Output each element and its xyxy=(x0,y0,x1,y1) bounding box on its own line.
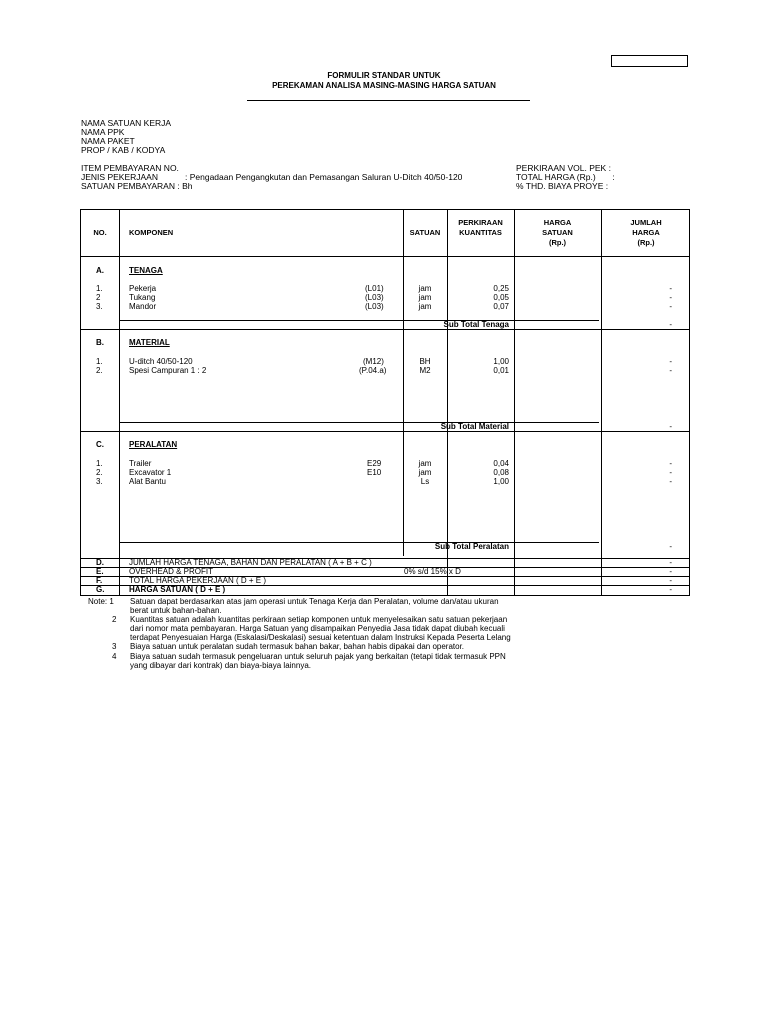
table-row-code: (M12) xyxy=(363,357,384,366)
note-2-line3: terdapat Penyesuaian Harga (Eskalasi/Deskalasi) sesuai ketentuan dalam Instruksi Kepada Peserta Lelang xyxy=(130,633,511,642)
table-row-code: (L03) xyxy=(365,302,384,311)
subtotal-tenaga-value: - xyxy=(669,320,672,329)
summary-e-letter: E. xyxy=(96,567,104,576)
table-row-name: Alat Bantu xyxy=(129,477,166,486)
table-row-no: 3. xyxy=(96,302,103,311)
subtotal-line xyxy=(119,320,599,321)
section-a-title: TENAGA xyxy=(129,266,163,275)
header-harga-satuan: HARGA SATUAN (Rp.) xyxy=(542,218,573,247)
summary-e-extra: 0% s/d 15% x D xyxy=(404,567,461,576)
header-jumlah-harga: JUMLAH HARGA (Rp.) xyxy=(630,218,662,247)
row-divider xyxy=(81,431,689,432)
satuan-label: SATUAN PEMBAYARAN : Bh xyxy=(81,181,193,191)
info-satuan-kerja: NAMA SATUAN KERJA xyxy=(81,118,172,128)
perkiraan-vol-label: PERKIRAAN VOL. PEK : xyxy=(516,163,611,173)
form-title-line2: PEREKAMAN ANALISA MASING-MASING HARGA SATUAN xyxy=(272,81,496,90)
summary-d-letter: D. xyxy=(96,558,104,567)
table-row-qty: 1,00 xyxy=(493,477,509,486)
col-divider xyxy=(447,210,448,595)
header-perkiraan: PERKIRAAN KUANTITAS xyxy=(458,218,503,237)
note-4-num: 4 xyxy=(112,652,117,661)
subtotal-tenaga-label: Sub Total Tenaga xyxy=(443,320,509,329)
table-row-total: - xyxy=(669,357,672,366)
summary-d-text: JUMLAH HARGA TENAGA, BAHAN DAN PERALATAN ( A + B + C ) xyxy=(129,558,372,567)
row-divider xyxy=(81,329,689,330)
note-3-num: 3 xyxy=(112,642,117,651)
table-row-qty: 0,08 xyxy=(493,468,509,477)
section-a-letter: A. xyxy=(96,266,104,275)
table-row-unit: jam xyxy=(418,468,432,477)
header-komponen: KOMPONEN xyxy=(129,228,174,237)
table-row-name: Tukang xyxy=(129,293,156,302)
table-row-total: - xyxy=(669,459,672,468)
subtotal-line xyxy=(119,542,599,543)
table-row-qty: 0,25 xyxy=(493,284,509,293)
form-title-line1: FORMULIR STANDAR UNTUK xyxy=(327,71,441,80)
table-row-qty: 0,04 xyxy=(493,459,509,468)
table-row-no: 3. xyxy=(96,477,103,486)
persen-biaya-label: % THD. BIAYA PROYE : xyxy=(516,181,609,191)
col-divider xyxy=(119,210,120,595)
header-no: NO. xyxy=(93,228,107,237)
note-2-line1: Kuantitas satuan adalah kuantitas perkiraan setiap komponen untuk menyelesaikan satu satuan pekerjaan xyxy=(130,615,508,624)
info-prop: PROP / KAB / KODYA xyxy=(81,145,166,155)
summary-e-value: - xyxy=(669,567,672,576)
table-row-unit: jam xyxy=(418,293,432,302)
section-c-title: PERALATAN xyxy=(129,440,178,449)
table-row-code: (L01) xyxy=(365,284,384,293)
summary-g-letter: G. xyxy=(96,585,105,594)
item-no-label: ITEM PEMBAYARAN NO. xyxy=(81,163,179,173)
header-divider xyxy=(81,256,689,257)
table-row-no: 2. xyxy=(96,468,103,477)
table-row-qty: 0,01 xyxy=(493,366,509,375)
subtotal-peralatan-label: Sub Total Peralatan xyxy=(434,542,509,551)
table-row-qty: 0,05 xyxy=(493,293,509,302)
table-row-qty: 0,07 xyxy=(493,302,509,311)
notes-label: Note: 1 xyxy=(88,597,114,606)
summary-f-value: - xyxy=(669,576,672,585)
table-row-no: 2 xyxy=(96,293,101,302)
subtotal-material-label: Sub Total Material xyxy=(440,422,509,431)
summary-f-letter: F. xyxy=(96,576,103,585)
note-3-line1: Biaya satuan untuk peralatan sudah termasuk bahan bakar, bahan habis dipakai dan operator. xyxy=(130,642,465,651)
table-row-code: E29 xyxy=(367,459,382,468)
table-row-no: 1. xyxy=(96,459,103,468)
table-row-qty: 1,00 xyxy=(493,357,509,366)
note-4-line1: Biaya satuan sudah termasuk pengeluaran untuk seluruh pajak yang berkaitan (tetapi tidak termasuk PPN xyxy=(130,652,506,661)
table-row-name: Trailer xyxy=(129,459,152,468)
subtotal-line xyxy=(119,422,599,423)
note-4-line2: yang dibayar dari kontrak) dan biaya-biaya lainnya. xyxy=(130,661,311,670)
table-row-code: E10 xyxy=(367,468,382,477)
note-2-line2: dari nomor mata pembayaran. Harga Satuan yang disampaikan Penyedia Jasa tidak dapat diubah kecuali xyxy=(130,624,505,633)
jenis-value: : Pengadaan Pengangkutan dan Pemasangan Saluran U-Ditch 40/50-120 xyxy=(185,172,463,182)
note-1-line1: Satuan dapat berdasarkan atas jam operasi untuk Tenaga Kerja dan Peralatan, volume dan/atau ukuran xyxy=(130,597,499,606)
table-row-no: 2. xyxy=(96,366,103,375)
table-row-total: - xyxy=(669,366,672,375)
summary-d-value: - xyxy=(669,558,672,567)
table-row-no: 1. xyxy=(96,357,103,366)
summary-e-text: OVERHEAD & PROFIT xyxy=(129,567,214,576)
table-row-total: - xyxy=(669,477,672,486)
total-harga-label: TOTAL HARGA (Rp.) : xyxy=(516,172,615,182)
table-row-code: (L03) xyxy=(365,293,384,302)
note-2-num: 2 xyxy=(112,615,117,624)
table-row-unit: Ls xyxy=(420,477,430,486)
subtotal-peralatan-value: - xyxy=(669,542,672,551)
table-row-name: Excavator 1 xyxy=(129,468,172,477)
table-row-unit: jam xyxy=(418,284,432,293)
subtotal-material-value: - xyxy=(669,422,672,431)
col-divider xyxy=(403,210,404,556)
table-row-name: Pekerja xyxy=(129,284,157,293)
col-divider xyxy=(514,210,515,595)
table-row-total: - xyxy=(669,293,672,302)
table-row-unit: jam xyxy=(418,302,432,311)
table-row-unit: jam xyxy=(418,459,432,468)
table-row-total: - xyxy=(669,284,672,293)
info-ppk: NAMA PPK xyxy=(81,127,125,137)
col-divider xyxy=(601,210,602,595)
reference-box xyxy=(611,55,688,67)
table-row-name: Spesi Campuran 1 : 2 xyxy=(129,366,207,375)
table-row-unit: BH xyxy=(419,357,431,366)
section-c-letter: C. xyxy=(96,440,104,449)
analysis-table xyxy=(80,209,690,596)
section-b-letter: B. xyxy=(96,338,104,347)
table-row-name: Mandor xyxy=(129,302,157,311)
summary-g-text: HARGA SATUAN ( D + E ) xyxy=(129,585,226,594)
table-row-code: (P.04.a) xyxy=(359,366,387,375)
jenis-label: JENIS PEKERJAAN xyxy=(81,172,158,182)
header-satuan: SATUAN xyxy=(409,228,441,237)
summary-g-value: - xyxy=(669,585,672,594)
summary-f-text: TOTAL HARGA PEKERJAAN ( D + E ) xyxy=(129,576,266,585)
title-divider xyxy=(247,100,530,101)
note-1-line2: berat untuk bahan-bahan. xyxy=(130,606,222,615)
table-row-no: 1. xyxy=(96,284,103,293)
table-row-total: - xyxy=(669,468,672,477)
table-row-unit: M2 xyxy=(419,366,431,375)
table-row-name: U-ditch 40/50-120 xyxy=(129,357,193,366)
info-paket: NAMA PAKET xyxy=(81,136,135,146)
section-b-title: MATERIAL xyxy=(129,338,170,347)
table-row-total: - xyxy=(669,302,672,311)
